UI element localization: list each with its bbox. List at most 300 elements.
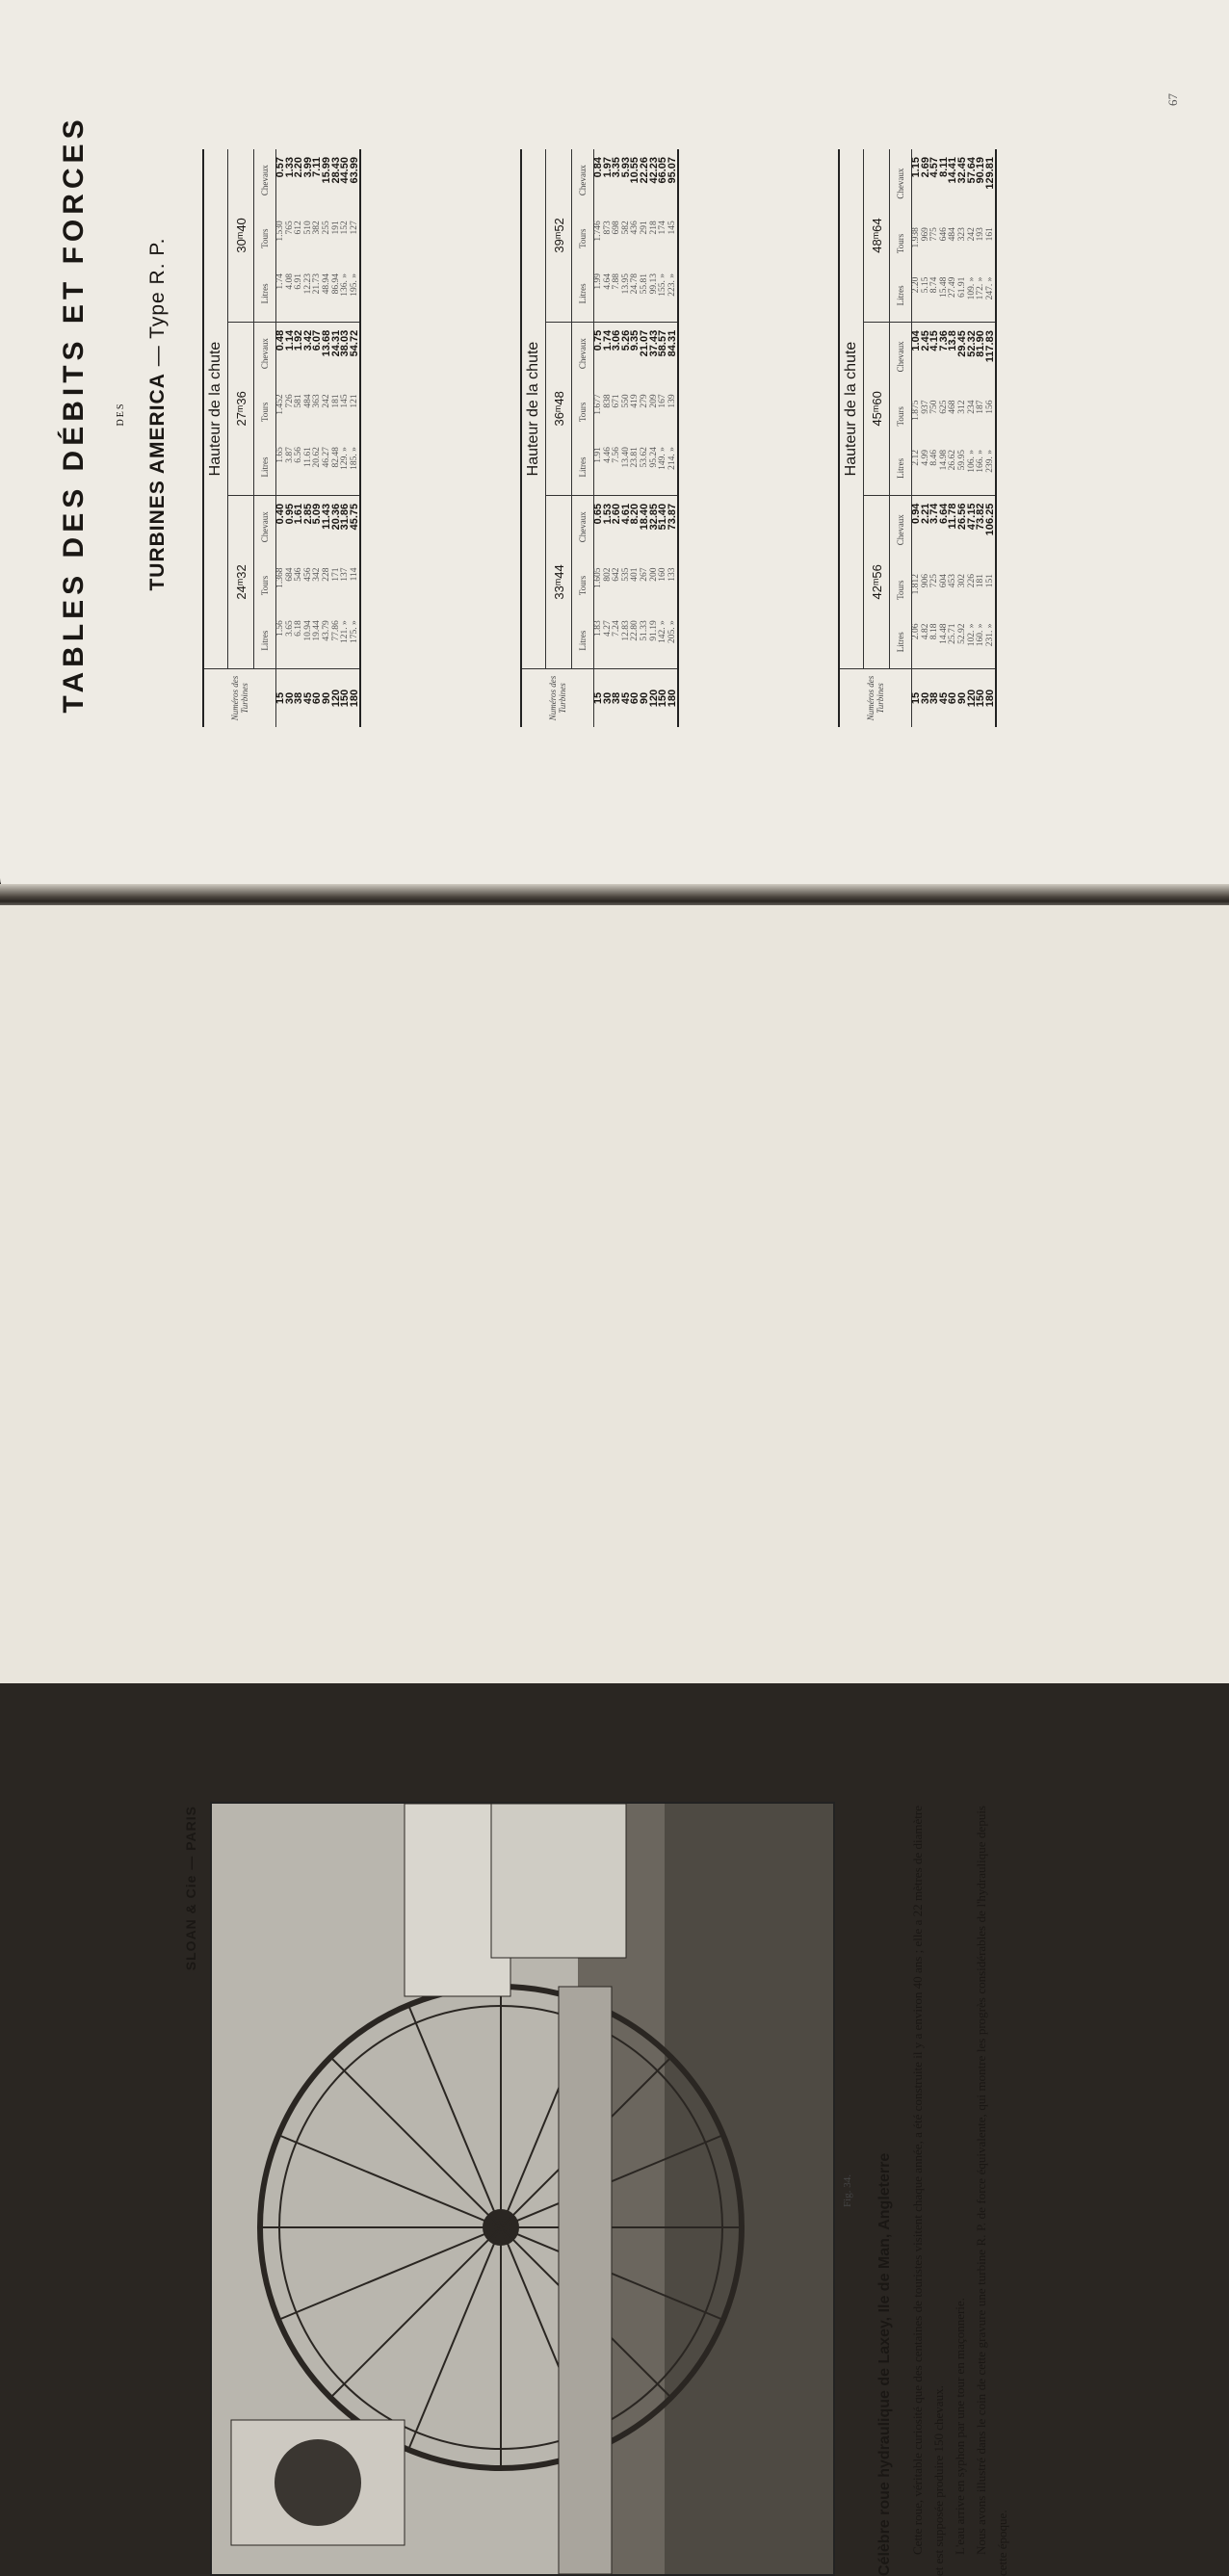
chevaux-cell: 26.56 — [955, 503, 968, 531]
hauteur-header: Hauteur de la chute — [521, 149, 546, 669]
turbine-number: 15 — [912, 669, 922, 728]
column-header: Tours — [890, 564, 912, 616]
chevaux-cell: 42.23 — [647, 157, 660, 184]
tours-cell: 546 — [294, 567, 304, 582]
column-header: Tours — [254, 211, 276, 266]
column-header: Chevaux — [890, 495, 912, 564]
chevaux-cell: 5.09 — [311, 503, 324, 525]
litres-cell: 1.56 — [275, 620, 285, 637]
litres-cell: 48.94 — [323, 266, 332, 322]
chevaux-cell: 0.65 — [592, 503, 604, 525]
flow-table — [838, 149, 997, 727]
column-header: Chevaux — [254, 495, 276, 558]
page-subtitle — [146, 58, 170, 770]
litres-cell: 205. » — [667, 620, 677, 643]
chevaux-cell: 63.99 — [348, 157, 360, 184]
data-table — [520, 149, 679, 727]
tours-cell: 187 — [976, 400, 986, 414]
litres-cell: 20.62 — [313, 439, 323, 495]
column-header: Tours — [890, 218, 912, 270]
tours-cell: 484 — [948, 227, 958, 242]
tours-cell: 604 — [938, 573, 949, 588]
litres-cell: 24.78 — [631, 266, 641, 322]
figure-caption: Fig. 34. — [842, 2174, 853, 2207]
tours-cell: 255 — [321, 221, 331, 235]
tours-cell: 279 — [639, 394, 649, 408]
litres-cell: 3.65 — [284, 620, 295, 637]
tours-cell: 1.677 — [593, 394, 603, 415]
column-header-numeros: Numéros des Turbines — [521, 669, 594, 728]
litres-cell: 136. » — [341, 266, 351, 322]
turbine-number: 180 — [986, 669, 997, 728]
litres-cell: 61.91 — [958, 270, 968, 323]
laxey-wheel-photo — [210, 1802, 835, 2576]
column-header: Tours — [572, 559, 594, 613]
column-header: Litres — [572, 266, 594, 322]
tours-cell: 234 — [966, 400, 977, 414]
tours-cell: 1.452 — [275, 394, 285, 415]
chevaux-cell: 1.97 — [601, 157, 614, 178]
tours-cell: 581 — [294, 394, 304, 408]
tours-cell: 484 — [302, 394, 313, 408]
chevaux-cell: 73.87 — [666, 503, 678, 531]
column-header: Litres — [254, 439, 276, 495]
tours-cell: 114 — [349, 567, 359, 582]
data-table — [202, 149, 361, 727]
chevaux-cell: 1.74 — [601, 329, 614, 351]
turbine-number: 180 — [668, 669, 679, 728]
chevaux-cell: 3.74 — [928, 503, 941, 524]
turbine-number: 90 — [641, 669, 650, 728]
tours-cell: 1.530 — [275, 221, 285, 242]
chevaux-cell: 1.15 — [910, 157, 922, 178]
chevaux-cell: 4.15 — [928, 330, 941, 351]
chevaux-cell: 0.40 — [275, 503, 286, 525]
litres-cell: 12.23 — [304, 266, 314, 322]
litres-cell: 4.99 — [922, 442, 931, 495]
tours-cell: 582 — [620, 221, 631, 235]
tours-cell: 1.746 — [593, 221, 603, 242]
turbine-number: 30 — [604, 669, 614, 728]
height-header: 33ᵐ44 — [546, 495, 572, 668]
column-header: Tours — [254, 384, 276, 439]
litres-cell: 59.95 — [958, 442, 968, 495]
tours-cell: 765 — [284, 221, 295, 235]
tours-cell: 151 — [984, 573, 995, 588]
tours-cell: 218 — [648, 221, 659, 235]
illustration-content — [183, 1806, 1194, 2576]
height-header: 27ᵐ36 — [228, 322, 254, 495]
litres-cell: 142. » — [658, 620, 668, 643]
tours-cell: 156 — [984, 400, 995, 414]
tours-cell: 382 — [312, 221, 323, 235]
tours-cell: 363 — [312, 394, 323, 408]
chevaux-cell: 13.8 — [947, 330, 959, 351]
chevaux-cell: 47.15 — [965, 503, 978, 531]
right-page-tables — [0, 0, 1229, 896]
tours-cell: 171 — [330, 567, 341, 582]
tours-cell: 535 — [620, 567, 631, 582]
litres-cell: 8.46 — [930, 442, 940, 495]
tours-cell: 323 — [956, 227, 967, 242]
litres-cell: 160. » — [976, 623, 986, 647]
litres-cell: 55.81 — [641, 266, 650, 322]
litres-cell: 121. » — [340, 620, 351, 643]
litres-cell: 86.94 — [332, 266, 342, 322]
tours-cell: 873 — [602, 221, 613, 235]
turbine-number: 30 — [286, 669, 296, 728]
tours-cell: 167 — [658, 394, 668, 408]
table-row — [986, 149, 997, 727]
litres-cell: 175. » — [349, 620, 359, 643]
chevaux-cell: 13.68 — [320, 329, 332, 357]
page-title: TABLES DES DÉBITS ET FORCES — [58, 115, 90, 714]
column-header: Litres — [890, 615, 912, 668]
litres-cell: 1.74 — [276, 266, 286, 322]
litres-cell: 6.91 — [295, 266, 304, 322]
chevaux-cell: 2.45 — [919, 330, 931, 351]
column-header: Chevaux — [572, 495, 594, 558]
chevaux-cell: 57.64 — [965, 157, 978, 184]
chevaux-cell: 32.45 — [955, 157, 968, 184]
litres-cell: 14.48 — [938, 623, 949, 644]
chevaux-cell: 37.43 — [647, 329, 660, 357]
chevaux-cell: 18.40 — [638, 503, 650, 531]
tours-cell: 342 — [312, 567, 323, 582]
litres-cell: 2.12 — [912, 442, 922, 495]
turbine-number: 180 — [351, 669, 361, 728]
chevaux-cell: 8.20 — [629, 503, 641, 525]
litres-cell: 6.18 — [294, 620, 304, 637]
chevaux-cell: 28.43 — [329, 157, 342, 184]
paragraph: Cette roue, véritable curiosité que des centaines de touristes visitent chaque année, a été construite il y a environ 40 ans ; elle a 22 mètres de diamètre et est supposée produire 150 chevaux. — [910, 1806, 946, 2576]
hauteur-header: Hauteur de la chute — [203, 149, 228, 669]
chevaux-cell: 3.06 — [611, 329, 623, 351]
tours-cell: 181 — [330, 394, 341, 408]
column-header: Tours — [254, 559, 276, 613]
chevaux-cell: 3.99 — [301, 157, 314, 178]
column-header: Litres — [572, 439, 594, 495]
litres-cell: 8.18 — [929, 623, 940, 640]
height-header: 48ᵐ64 — [864, 149, 890, 323]
tours-cell: 401 — [630, 567, 641, 582]
chevaux-cell: 4.57 — [928, 157, 941, 178]
paragraph: Nous avons illustré dans le coin de cette gravure une turbine R. P. de force équivalente, qui montre les progrès considérables de l'hydraulique depuis cette époque. — [974, 1806, 1009, 2576]
hauteur-header: Hauteur de la chute — [839, 149, 864, 669]
chevaux-cell: 117.83 — [983, 330, 996, 363]
litres-cell: 19.44 — [312, 620, 323, 641]
tours-cell: 937 — [920, 400, 930, 414]
tours-cell: 1.368 — [275, 567, 285, 588]
tours-cell: 160 — [658, 567, 668, 582]
chevaux-cell: 1.53 — [601, 503, 614, 525]
chevaux-cell: 0.48 — [275, 329, 286, 351]
litres-cell: 7.88 — [613, 266, 622, 322]
chevaux-cell: 10.55 — [629, 157, 641, 184]
column-header-numeros: Numéros des Turbines — [203, 669, 276, 728]
turbine-number: 38 — [613, 669, 622, 728]
tours-cell: 191 — [330, 221, 341, 235]
column-header: Litres — [890, 270, 912, 323]
column-header-numeros: Numéros des Turbines — [839, 669, 912, 728]
chevaux-cell: 4.61 — [619, 503, 632, 525]
chevaux-cell: 21.07 — [638, 329, 650, 357]
chevaux-cell: 52.32 — [965, 330, 978, 357]
chevaux-cell: 1.61 — [293, 503, 305, 525]
litres-cell: 3.87 — [286, 439, 296, 495]
table-row — [604, 149, 614, 727]
chevaux-cell: 1.92 — [293, 329, 305, 351]
height-header: 30ᵐ40 — [228, 149, 254, 322]
tours-cell: 226 — [966, 573, 977, 588]
chevaux-cell: 58.57 — [657, 329, 669, 357]
subtitle-main: TURBINES AMERICA — [146, 373, 169, 591]
chevaux-cell: 2.69 — [919, 157, 931, 178]
tours-cell: 137 — [340, 567, 351, 582]
tours-cell: 468 — [948, 400, 958, 414]
tours-cell: 906 — [920, 573, 930, 588]
tours-cell: 625 — [938, 400, 949, 414]
litres-cell: 6.56 — [295, 439, 304, 495]
chevaux-cell: 0.94 — [910, 503, 922, 524]
table-row — [286, 149, 296, 727]
tours-cell: 139 — [667, 394, 677, 408]
tours-cell: 725 — [929, 573, 940, 588]
body-text — [907, 1806, 1013, 2576]
litres-cell: 129. » — [341, 439, 351, 495]
litres-cell: 26.62 — [949, 442, 958, 495]
litres-cell: 25.71 — [948, 623, 958, 644]
litres-cell: 4.64 — [604, 266, 614, 322]
column-header: Chevaux — [890, 323, 912, 391]
litres-cell: 223. » — [668, 266, 679, 322]
chevaux-cell: 29.45 — [955, 330, 968, 357]
chevaux-cell: 31.86 — [339, 503, 352, 531]
tours-cell: 436 — [630, 221, 641, 235]
tours-cell: 838 — [602, 394, 613, 408]
chevaux-cell: 106.25 — [983, 503, 996, 536]
chevaux-cell: 20.36 — [329, 503, 342, 531]
litres-cell: 8.74 — [930, 270, 940, 323]
tours-cell: 802 — [602, 567, 613, 582]
chevaux-cell: 8.11 — [937, 157, 950, 177]
chevaux-cell: 6.07 — [311, 329, 324, 351]
tours-cell: 228 — [321, 567, 331, 582]
turbine-number: 38 — [930, 669, 940, 728]
column-header: Tours — [572, 384, 594, 439]
chevaux-cell: 95.07 — [666, 157, 678, 184]
turbine-number: 150 — [977, 669, 986, 728]
tours-cell: 145 — [667, 221, 677, 235]
chevaux-cell: 129.81 — [983, 157, 996, 190]
table-row — [351, 149, 361, 727]
table-row — [276, 149, 286, 727]
chevaux-cell: 3.35 — [611, 157, 623, 178]
litres-cell: 2.20 — [912, 270, 922, 323]
litres-cell: 11.61 — [304, 439, 314, 495]
tours-cell: 133 — [667, 567, 677, 582]
tours-cell: 291 — [639, 221, 649, 235]
chevaux-cell: 7.36 — [937, 330, 950, 351]
litres-cell: 185. » — [351, 439, 361, 495]
chevaux-cell: 5.26 — [619, 329, 632, 351]
tours-cell: 698 — [612, 221, 622, 235]
turbine-number: 30 — [922, 669, 931, 728]
chevaux-cell: 54.72 — [348, 329, 360, 357]
chevaux-cell: 51.40 — [657, 503, 669, 531]
wheel-shape — [260, 1987, 742, 2468]
column-header: Chevaux — [572, 149, 594, 211]
turbine-number: 45 — [940, 669, 950, 728]
litres-cell: 239. » — [986, 442, 997, 495]
litres-cell: 4.46 — [604, 439, 614, 495]
litres-cell: 4.27 — [602, 620, 613, 637]
litres-cell: 22.80 — [630, 620, 641, 641]
litres-cell: 102. » — [966, 623, 977, 647]
column-header: Tours — [890, 391, 912, 443]
litres-cell: 7.24 — [612, 620, 622, 637]
litres-cell: 82.48 — [332, 439, 342, 495]
chevaux-cell: 22.26 — [638, 157, 650, 184]
chevaux-cell: 73.82 — [975, 503, 987, 531]
column-header: Chevaux — [254, 322, 276, 384]
tours-cell: 145 — [340, 394, 351, 408]
tours-cell: 209 — [648, 394, 659, 408]
wheel-illustration — [212, 1804, 833, 2574]
chevaux-cell: 9.35 — [629, 329, 641, 351]
tours-cell: 312 — [956, 400, 967, 414]
table-row — [668, 149, 679, 727]
turbine-number: 150 — [341, 669, 351, 728]
chevaux-cell: 32.85 — [647, 503, 660, 531]
table-row — [594, 149, 604, 727]
column-header: Tours — [572, 211, 594, 266]
turbine-number: 150 — [659, 669, 668, 728]
tours-cell: 161 — [984, 227, 995, 242]
litres-cell: 149. » — [659, 439, 668, 495]
litres-cell: 1.83 — [593, 620, 603, 637]
tours-cell: 456 — [302, 567, 313, 582]
chevaux-cell: 2.20 — [293, 157, 305, 178]
tables-content — [58, 58, 1185, 770]
litres-cell: 15.48 — [940, 270, 950, 323]
subtitle-type: — Type R. P. — [146, 237, 169, 374]
litres-cell: 52.92 — [956, 623, 967, 644]
turbine-number: 38 — [295, 669, 304, 728]
litres-cell: 7.56 — [613, 439, 622, 495]
height-header: 42ᵐ56 — [864, 495, 890, 668]
chevaux-cell: 90.19 — [975, 157, 987, 184]
chevaux-cell: 15.99 — [320, 157, 332, 184]
column-header: Litres — [890, 442, 912, 495]
chevaux-cell: 5.93 — [619, 157, 632, 178]
litres-cell: 27.49 — [949, 270, 958, 323]
litres-cell: 91.19 — [648, 620, 659, 641]
litres-cell: 2.06 — [911, 623, 921, 640]
litres-cell: 5.15 — [922, 270, 931, 323]
litres-cell: 10.94 — [302, 620, 313, 641]
turbine-number: 60 — [631, 669, 641, 728]
column-header: Chevaux — [572, 322, 594, 384]
litres-cell: 77.86 — [330, 620, 341, 641]
litres-cell: 13.40 — [622, 439, 632, 495]
litres-cell: 1.91 — [594, 439, 604, 495]
turbine-number: 60 — [313, 669, 323, 728]
chevaux-cell: 0.84 — [592, 157, 604, 178]
turbine-number: 120 — [968, 669, 978, 728]
chevaux-cell: 0.95 — [283, 503, 296, 525]
tours-cell: 510 — [302, 221, 313, 235]
litres-cell: 155. » — [659, 266, 668, 322]
litres-cell: 214. » — [668, 439, 679, 495]
litres-cell: 166. » — [977, 442, 986, 495]
tours-cell: 127 — [349, 221, 359, 235]
left-page-illustration — [0, 905, 1229, 2576]
height-header: 24ᵐ32 — [228, 495, 254, 668]
turbine-number: 15 — [594, 669, 604, 728]
height-header: 36ᵐ48 — [546, 322, 572, 495]
column-header: Litres — [254, 266, 276, 322]
tours-cell: 419 — [630, 394, 641, 408]
turbine-number: 90 — [323, 669, 332, 728]
tours-cell: 193 — [976, 227, 986, 242]
title-des: DES — [116, 402, 126, 427]
tours-cell: 267 — [639, 567, 649, 582]
tours-cell: 1.605 — [593, 567, 603, 588]
tours-cell: 152 — [340, 221, 351, 235]
flow-table — [520, 149, 679, 727]
litres-cell: 95.24 — [650, 439, 660, 495]
litres-cell: 109. » — [968, 270, 978, 323]
brand-header: SLOAN & Cie — PARIS — [183, 1806, 198, 1971]
chevaux-cell: 0.75 — [592, 329, 604, 351]
caption-title: Célèbre roue hydraulique de Laxey, Ile de Man, Angleterre — [876, 2152, 893, 2576]
chevaux-cell: 2.85 — [301, 503, 314, 525]
turbine-number: 120 — [332, 669, 342, 728]
column-header: Litres — [572, 612, 594, 668]
chevaux-cell: 81.90 — [975, 330, 987, 357]
height-header: 39ᵐ52 — [546, 149, 572, 322]
chevaux-cell: 3.42 — [301, 329, 314, 351]
litres-cell: 247. » — [986, 270, 997, 323]
tours-cell: 242 — [321, 394, 331, 408]
height-header: 45ᵐ60 — [864, 323, 890, 495]
tours-cell: 242 — [966, 227, 977, 242]
chevaux-cell: 1.04 — [910, 330, 922, 351]
tours-cell: 121 — [349, 394, 359, 408]
tours-cell: 646 — [938, 227, 949, 242]
litres-cell: 13.95 — [622, 266, 632, 322]
chevaux-cell: 45.75 — [348, 503, 360, 531]
litres-cell: 53.62 — [641, 439, 650, 495]
tours-cell: 671 — [612, 394, 622, 408]
chevaux-cell: 6.64 — [937, 503, 950, 524]
data-table — [838, 149, 997, 727]
litres-cell: 231. » — [984, 623, 995, 647]
tours-cell: 1.812 — [911, 573, 921, 595]
litres-cell: 172. » — [977, 270, 986, 323]
chevaux-cell: 11.78 — [947, 503, 959, 530]
chevaux-cell: 0.57 — [275, 157, 286, 178]
litres-cell: 51.33 — [639, 620, 649, 641]
column-header: Chevaux — [254, 149, 276, 211]
turbine-number: 120 — [650, 669, 660, 728]
tours-cell: 612 — [294, 221, 304, 235]
tours-cell: 302 — [956, 573, 967, 588]
litres-cell: 4.82 — [920, 623, 930, 640]
litres-cell: 14.98 — [940, 442, 950, 495]
tours-cell: 750 — [929, 400, 940, 414]
